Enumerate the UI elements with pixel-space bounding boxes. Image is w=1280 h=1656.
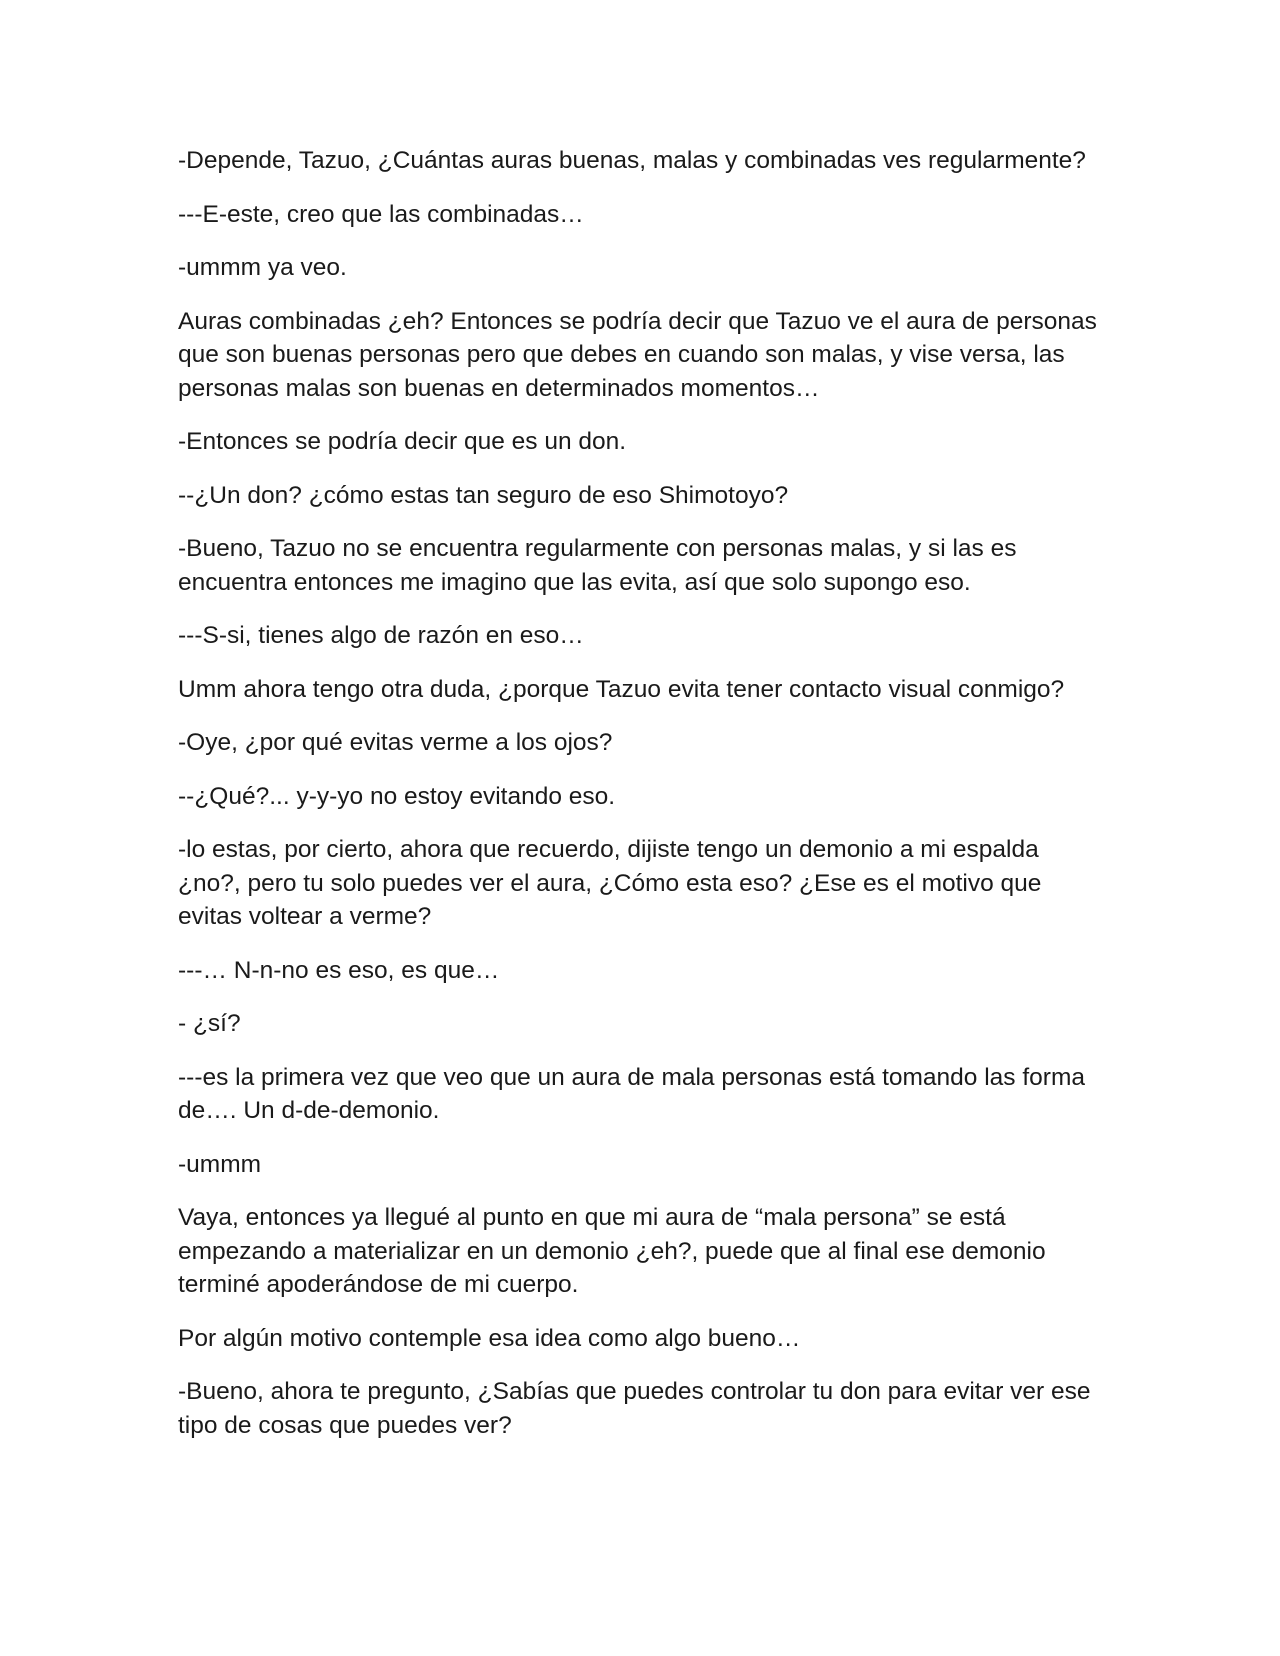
paragraph: Por algún motivo contemple esa idea como algo bueno… xyxy=(178,1324,801,1352)
paragraph: -ummm xyxy=(178,1150,262,1178)
paragraph: ---… N-n-no es eso, es que… xyxy=(178,956,500,984)
paragraph: --¿Un don? ¿cómo estas tan seguro de eso Shimotoyo? xyxy=(178,481,789,509)
paragraph: Auras combinadas ¿eh? Entonces se podría decir que Tazuo ve el aura de personas que son buenas personas pero que debes en cuando son malas, y vise versa, las personas malas son buenas en determinados momentos… xyxy=(178,307,1097,402)
paragraph: --¿Qué?... y-y-yo no estoy evitando eso. xyxy=(178,782,616,810)
paragraph: -Depende, Tazuo, ¿Cuántas auras buenas, malas y combinadas ves regularmente? xyxy=(178,147,1086,174)
paragraph: - ¿sí? xyxy=(178,1010,241,1037)
paragraph: ---E-este, creo que las combinadas… xyxy=(178,200,584,228)
paragraph: ---S-si, tienes algo de razón en eso… xyxy=(178,622,584,649)
paragraph: -Bueno, Tazuo no se encuentra regularmente con personas malas, y si las es encuentra entonces me imagino que las evita, así que solo supongo eso. xyxy=(178,535,1017,596)
paragraph: -ummm ya veo. xyxy=(178,254,347,281)
paragraph: -Entonces se podría decir que es un don. xyxy=(178,428,627,455)
paragraph: ---es la primera vez que veo que un aura de mala personas está tomando las forma de…. Un d-de-demonio. xyxy=(178,1063,1085,1124)
paragraph: -Bueno, ahora te pregunto, ¿Sabías que puedes controlar tu don para evitar ver ese tipo de cosas que puedes ver? xyxy=(178,1378,1091,1439)
paragraph: Umm ahora tengo otra duda, ¿porque Tazuo evita tener contacto visual conmigo? xyxy=(178,675,1065,703)
paragraph: -Oye, ¿por qué evitas verme a los ojos? xyxy=(178,729,613,756)
paragraph: Vaya, entonces ya llegué al punto en que mi aura de “mala persona” se está empezando a materializar en un demonio ¿eh?, puede que al final ese demonio terminé apoderándose de mi cuerpo. xyxy=(178,1204,1046,1298)
document-body xyxy=(178,144,1098,1462)
paragraph: -lo estas, por cierto, ahora que recuerdo, dijiste tengo un demonio a mi espalda ¿no?, pero tu solo puedes ver el aura, ¿Cómo esta eso? ¿Ese es el motivo que evitas voltear a verme? xyxy=(178,836,1042,930)
